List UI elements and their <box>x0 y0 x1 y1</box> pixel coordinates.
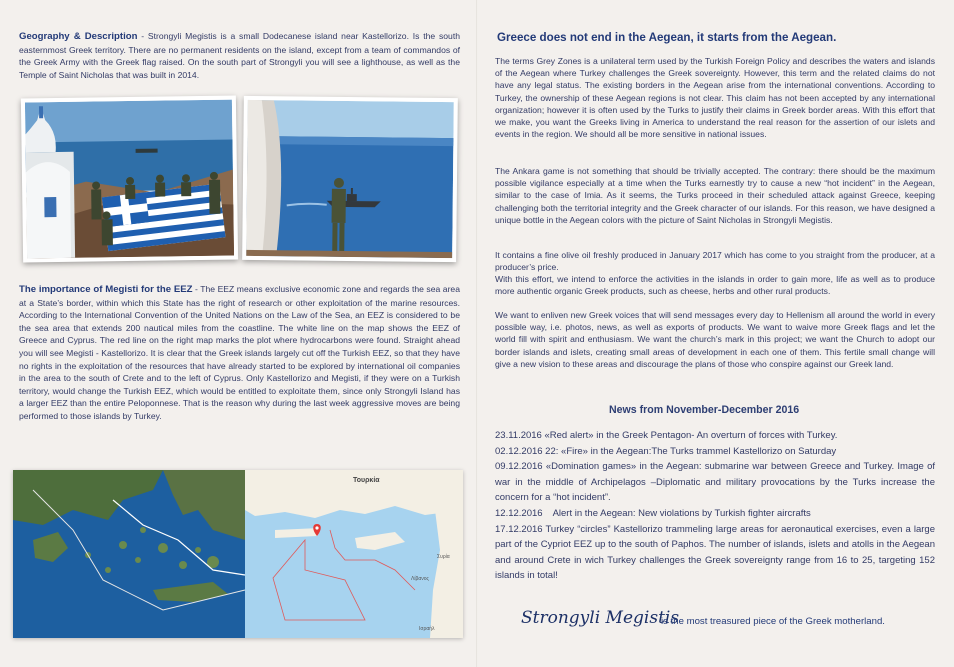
greek-voices-paragraph: We want to enliven new Greek voices that will send messages every day to Hellenism all around the world in every possible way, i.e. photos, news, as well as exports of products. We want to waive more Greek flags and let the world fill with spirit and enthusiasm. We want the church’s mark in this project; we want the Church to adopt our border islands and islets, creating small areas of development in each one of them. This fertile small change will give a new vision to these areas and discourage the plans of those who conspire against our Greek land. <box>495 310 935 369</box>
news-item: 02.12.2016 22: «Fire» in the Aegean:The Turks trammel Kastellorizo on Saturday <box>495 445 837 457</box>
eez-text: - The EEZ means exclusive economic zone and regards the sea area at a State’s border, within which this State has the right of research or other exploitation of the marine resources. According to the International Convention of the United Nations on the Law of the Sea, an EEZ is considered to be the sea area that extends 200 nautical miles from the coastline. The white line on the map shows the EEZ of Greece and Cyprus. The red line on the right map marks the plot where hydrocarbons were found. Straight ahead you will see Megisti - Kastellorizo. It is clear that the Greek islands largely cut off the Turkish EEZ, so that they have no rights in the exploitation of the resources that have already started to be explored by international oil companies in the area to the south of Crete and to the left of Cyprus. Only Kastellorizo and Megisti, if they were on a Turkish territory, would change the Turkish EEZ, which would be entitled to exploitate them, since only Strongyli Island has a larger EEZ than the entire Peloponnese. That is the reason why during the last week aggressive moves are being performed to those islands by Turkey. <box>19 284 460 421</box>
eez-paragraph <box>19 283 460 423</box>
olive-oil-paragraph: It contains a fine olive oil freshly produced in January 2017 which has come to you straight from the producer, at a producer’s price. <box>495 250 935 273</box>
map-label-turkey: Τουρκία <box>353 477 380 484</box>
signature-logo: Strongyli Megistis <box>521 608 680 628</box>
news-item: 17.12.2016 Turkey “circles” Kastellorizo trammeling large areas for aeronautical exercises, even a large part of the Cypriot EEZ up to the south of Paphos. The number of islands, islets and atolls in the Aegean and around Crete in wich Turkey challenges the Greek sovereignty range from 16 to 25, targeting 152 islands in total! <box>495 523 935 582</box>
photo-soldier-warship <box>242 96 458 262</box>
map-label-israel: Ισραήλ <box>419 626 435 632</box>
photo-soldiers-flag <box>21 96 238 263</box>
right-page-title: Greece does not end in the Aegean, it starts from the Aegean. <box>497 31 837 44</box>
news-list <box>495 428 935 584</box>
grey-zones-paragraph: The terms Grey Zones is a unilateral term used by the Turkish Foreign Policy and describes the waters and islands of the Aegean where Turkey challenges the Greek sovereignty. However, this term and the related claims do not have any legal status. The existing borders in the Aegean arise from the international conventions. According to Turkey, the ownership of these Aegean regions is not clear. This claim has not been accepted by any international organization; however it is often used by the Turks to justify their claims in Greek border areas. With this effort that we make, you want the Greeks living in America to understand the real reason for the assertion of our islets and events in the region. We should all be more sensitive in national issues. <box>495 56 935 140</box>
activities-paragraph: With this effort, we intend to enforce the activities in the islands in order to gain more, life as well as to produce more authentic organic Greek products, such as cheese, herbs and other rural products. <box>495 274 935 297</box>
eez-map-right <box>245 470 463 638</box>
eez-heading: The importance of Megisti for the EEZ <box>19 284 193 295</box>
news-item: 09.12.2016 «Domination games» in the Aegean: submarine war between Greece and Turkey. Image of war in the middle of Archipelagos –Diplomatic and military provocations by the Turks increase the concern for a “hot incident”. <box>495 461 935 504</box>
eez-maps <box>13 470 463 638</box>
ankara-game-paragraph: The Ankara game is not something that should be trivially accepted. The contrary: there should be the maximum possible vigilance especially at a time when the Turks earnestly try to cause a new “hot incident” in the Aegean, similar to the case of Imia. As it seems, the Turks proceed in their scheduled attack against Greece, keeping challenging both the territorial integrity and the Greek character of our islands. For this reason, we have designed a unique bottle in the Aegean colors with the picture of Saint Nicholas in Strongyli Megistis. <box>495 166 935 225</box>
news-item: 12.12.2016 Alert in the Aegean: New violations by Turkish fighter aircrafts <box>495 507 811 519</box>
map-label-syria: Συρία <box>437 554 450 560</box>
geography-heading: Geography & Description <box>19 31 138 42</box>
map-label-lebanon: Λίβανος <box>411 576 429 582</box>
news-item: 23.11.2016 «Red alert» in the Greek Pentagon- An overturn of forces with Turkey. <box>495 430 838 441</box>
motto-text: is the most treasured piece of the Greek motherland. <box>661 616 885 627</box>
geography-paragraph <box>19 30 460 81</box>
geography-text: - Strongyli Megistis is a small Dodecanese island near Kastellorizo. Is the south easternmost Greek territory. There are no permanent residents on the island, except from a team of commandos of the Greek Army with the Greek flag raised. On the south part of Strongyli you will see a lighthouse, as well as the Temple of Saint Nicholas that was built in 2014. <box>19 31 460 80</box>
news-title: News from November-December 2016 <box>609 404 800 416</box>
